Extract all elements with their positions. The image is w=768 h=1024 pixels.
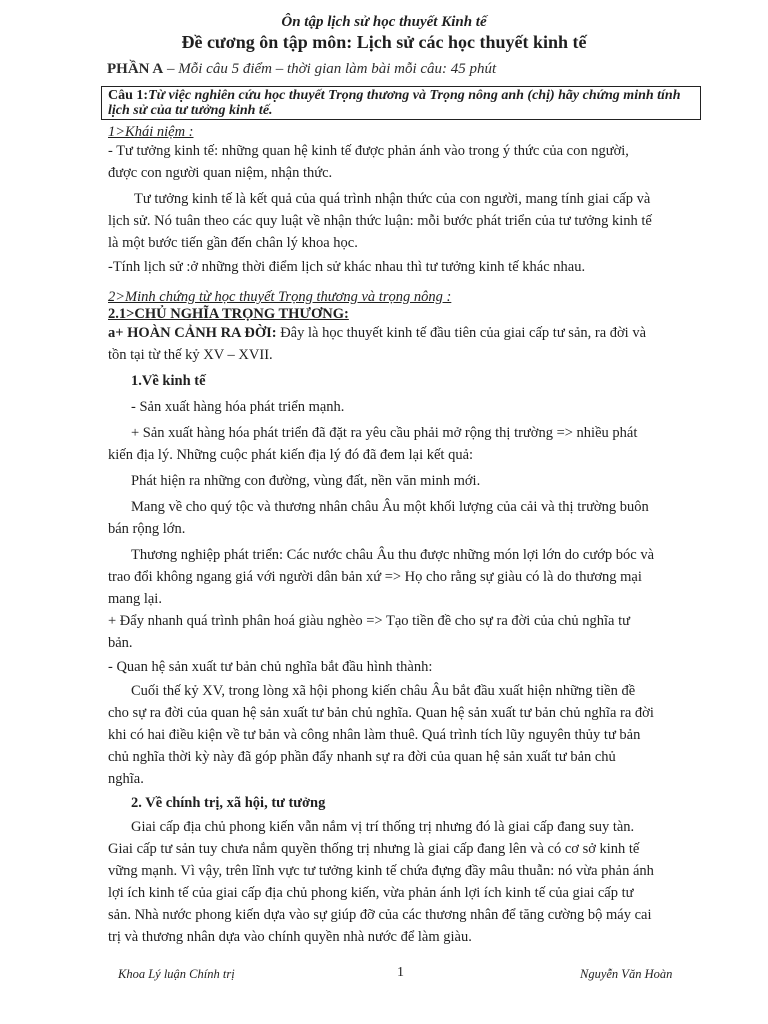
part-a-label: PHẦN A [107,61,164,77]
question-label: Câu 1: [108,88,149,103]
paragraph-line: trị và thương nhân dựa vào chính quyền nhà nước để làm giàu. [108,929,472,945]
paragraph-line: - Quan hệ sản xuất tư bản chủ nghĩa bắt đầu hình thành: [108,659,433,675]
paragraph-line: vững mạnh. Vì vậy, trên lĩnh vực tư tưởng kinh tế chứa đựng đầy mâu thuẫn: nó vừa phản ánh [108,863,654,879]
paragraph-line: kiến địa lý. Những cuộc phát kiến địa lý đó đã đem lại kết quả: [108,447,474,463]
politics-heading: 2. Về chính trị, xã hội, tư tưởng [131,795,326,811]
paragraph-line: Tư tưởng kinh tế là kết quả của quá trình nhận thức của con người, mang tính giai cấp và [134,191,651,207]
paragraph-line: chủ nghĩa thời kỳ này đã góp phần đẩy nhanh sự ra đời của quan hệ sản xuất tư bản chủ [108,749,616,765]
hoan-canh-label: a+ HOÀN CẢNH RA ĐỜI: [108,325,277,341]
paragraph-line: mang lại. [108,591,162,607]
question-box [101,86,701,120]
document-header-subtitle: Ôn tập lịch sử học thuyết Kinh tế [281,14,487,30]
paragraph-line: nghĩa. [108,771,144,787]
paragraph-line: -Tính lịch sử :ở những thời điểm lịch sử khác nhau thì tư tưởng kinh tế khác nhau. [108,259,586,275]
paragraph-line: Phát hiện ra những con đường, vùng đất, nền văn minh mới. [131,473,481,489]
footer-author: Nguyễn Văn Hoàn [580,967,673,981]
paragraph-line [108,322,698,344]
paragraph-line: + Đẩy nhanh quá trình phân hoá giàu nghèo => Tạo tiền đề cho sự ra đời của chủ nghĩa tư [108,613,630,629]
paragraph-line: + Sản xuất hàng hóa phát triển đã đặt ra yêu cầu phải mở rộng thị trường => nhiều phát [131,425,638,441]
paragraph-line: tồn tại từ thế kỷ XV – XVII. [108,347,273,363]
question-text: Từ việc nghiên cứu học thuyết Trọng thương và Trọng nông anh (chị) hãy chứng minh tính lịch sử của tư tưởng kinh tế. [108,88,681,118]
paragraph-line: Cuối thế kỷ XV, trong lòng xã hội phong kiến châu Âu bắt đầu xuất hiện những tiền đề [131,683,636,699]
section-1-heading: 1>Khái niệm : [108,124,194,140]
paragraph-line: là một bước tiến gần đến chân lý khoa học. [108,235,358,251]
section-1-body [108,140,698,278]
paragraph-line: - Tư tưởng kinh tế: những quan hệ kinh tế được phản ánh vào trong ý thức của con người, [108,143,629,159]
section-2-heading: 2>Minh chứng từ học thuyết Trọng thương và trọng nông : [108,289,452,305]
paragraph-line: trao đổi không ngang giá với người dân bản xứ => Họ cho rằng sự giàu có là do thương mại [108,569,642,585]
economy-heading: 1.Về kinh tế [131,373,206,389]
paragraph-line: Giai cấp tư sản tuy chưa nắm quyền thống trị nhưng là giai cấp đang lên và có cơ sở kinh tế [108,841,640,857]
paragraph-line: lợi ích kinh tế của giai cấp địa chủ phong kiến, vừa phản ánh lợi ích kinh tế của giai cấp tư [108,885,634,901]
section-2 [108,288,698,948]
part-a-line [107,61,496,78]
paragraph-line: bán rộng lớn. [108,521,186,537]
paragraph-line: Giai cấp địa chủ phong kiến vẫn nắm vị trí thống trị nhưng đó là giai cấp đang suy tàn. [131,819,635,835]
section-1 [108,122,698,142]
paragraph-line: lịch sử. Nó tuân theo các quy luật về nhận thức luận: mỗi bước phát triển của tư tưởng kinh tế [108,213,652,229]
paragraph-line: khi có hai điều kiện về tư bản và công nhân làm thuê. Quá trình tích lũy nguyên thủy tư bản [108,727,641,743]
paragraph-line: sản. Nhà nước phong kiến dựa vào sự giúp đỡ của các thương nhân để tăng cường bộ máy cai [108,907,652,923]
paragraph-line: Mang về cho quý tộc và thương nhân châu Âu một khối lượng của cải và thị trường buôn [131,499,649,515]
paragraph-line: được con người quan niệm, nhận thức. [108,165,333,181]
paragraph-line: cho sự ra đời của quan hệ sản xuất tư bản chủ nghĩa. Quan hệ sản xuất tư bản chủ nghĩa ra đời [108,705,654,721]
paragraph-line: Thương nghiệp phát triển: Các nước châu Âu thu được những món lợi lớn do cướp bóc và [131,547,655,563]
footer-department: Khoa Lý luận Chính trị [118,967,235,981]
document-title: Đề cương ôn tập môn: Lịch sử các học thuyết kinh tế [181,32,587,52]
paragraph-line: - Sản xuất hàng hóa phát triển mạnh. [131,399,345,415]
footer-page-number: 1 [397,965,404,980]
part-a-description: – Mỗi câu 5 điểm – thời gian làm bài mỗi câu: 45 phút [163,61,497,77]
paragraph-line: bản. [108,635,133,651]
hoan-canh-text: Đây là học thuyết kinh tế đầu tiên của giai cấp tư sản, ra đời và [276,325,647,341]
section-2-1-heading: 2.1>CHỦ NGHĨA TRỌNG THƯƠNG: [108,306,349,322]
